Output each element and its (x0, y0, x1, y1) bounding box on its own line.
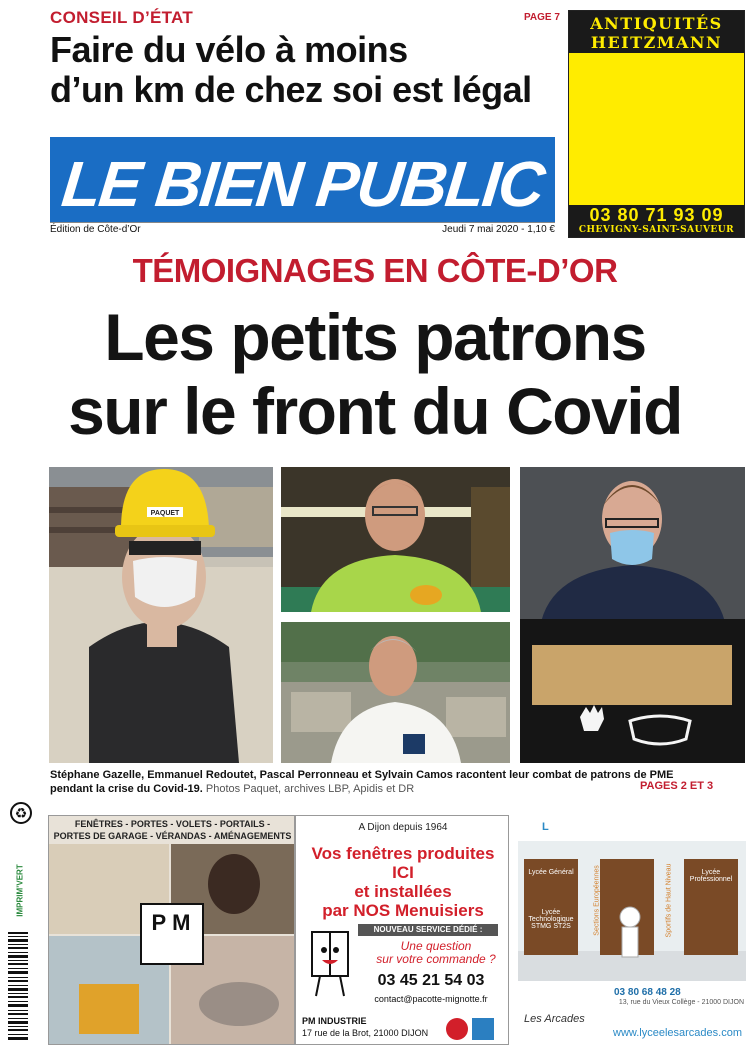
photo-stephane-gazelle (49, 467, 273, 763)
quality-badge-icon (472, 1018, 494, 1040)
masthead-title: LE BIEN PUBLIC (58, 148, 547, 220)
barcode (6, 930, 36, 1042)
door-technologique: Lycée Technologique STMG ST2S (528, 909, 574, 930)
ad-pm-question-line2: sur votre commande ? (376, 952, 496, 966)
masthead-rule (50, 222, 555, 223)
ad-antiquites-heitzmann[interactable] (568, 10, 745, 238)
ad-lycee-les-arcades[interactable] (518, 815, 746, 1045)
lycee-url[interactable]: www.lyceelesarcades.com (613, 1027, 742, 1039)
ad-antiques-title (569, 11, 744, 53)
photo-construction-scene (49, 467, 273, 763)
ad-pm-service-banner: NOUVEAU SERVICE DÉDIÉ : (358, 924, 498, 936)
top-story-page-ref: PAGE 7 (524, 12, 560, 23)
recycle-icon: ♻ (10, 802, 32, 824)
main-story-pages-ref: PAGES 2 ET 3 (640, 780, 714, 792)
ad-pm-phone: 03 45 21 54 03 (377, 972, 485, 989)
ad-pm-pitch (296, 844, 510, 920)
main-headline-line2: sur le front du Covid (68, 374, 682, 448)
left-sidebar (6, 800, 38, 1045)
main-story-headline[interactable] (0, 300, 750, 448)
top-story-kicker: CONSEIL D’ÉTAT (50, 8, 194, 27)
photo-sylvain-camos (520, 467, 745, 763)
edition-label: Édition de Côte-d’Or (50, 224, 141, 235)
caption-line2: pendant la crise du Covid-19. (50, 783, 203, 795)
side-sportifs: Sportifs de Haut Niveau (665, 863, 673, 938)
main-story-kicker: TÉMOIGNAGES EN CÔTE-D’OR (132, 252, 618, 289)
caption-credit: Photos Paquet, archives LBP, Apidis et DR (205, 783, 415, 795)
date-price: Jeudi 7 mai 2020 - 1,10 € (442, 224, 555, 235)
ad-pm-email: contact@pacotte-mignotte.fr (374, 994, 488, 1004)
side-sections-europeennes: Sections Européennes (593, 865, 601, 936)
ad-pm-pitch-line3: et installées (354, 882, 452, 901)
ad-pm-services (49, 818, 296, 842)
lycee-brand: Les Arcades (524, 1013, 585, 1025)
photo-pascal-perronneau (281, 622, 510, 763)
ad-pm-question-line1: Une question (400, 939, 472, 953)
ad-antiques-line2: HEITZMANN (590, 33, 723, 52)
lycee-address: 13, rue du Vieux Collège - 21000 DIJON (618, 999, 744, 1006)
imprimvert-label: IMPRIM’VERT (15, 864, 25, 917)
ad-antiques-phone: 03 80 71 93 09 (589, 205, 724, 225)
top-headline-line1: Faire du vélo à moins (50, 29, 408, 70)
ad-pm-collage[interactable] (48, 815, 295, 1045)
pm-logo: PM (151, 910, 197, 935)
ad-pm-services-line2: PORTES DE GARAGE - VÉRANDAS - AMÉNAGEMENTS (53, 831, 292, 841)
helmet-text: PAQUET (150, 510, 180, 517)
cep-badge-icon (446, 1018, 468, 1040)
ad-pm-photos (49, 844, 294, 1044)
photo-workshop-scene (281, 622, 510, 763)
caption-line1: Stéphane Gazelle, Emmanuel Redoutet, Pascal Perronneau et Sylvain Camos racontent leur combat de patrons de PME (50, 769, 674, 781)
ad-pm-services-line1: FENÊTRES - PORTES - VOLETS - PORTAILS - (74, 819, 271, 829)
ad-antiques-line1: ANTIQUITÉS (590, 14, 723, 33)
photo-warehouse-scene (281, 467, 510, 612)
ad-pm-pitch-line2: ICI (392, 863, 414, 882)
window-mascot-icon (300, 926, 360, 1002)
photo-emmanuel-redoutet (281, 467, 510, 612)
door-general: Lycée Général (528, 869, 574, 876)
ad-pm-pitch-line1: Vos fenêtres produites (311, 844, 495, 863)
ad-pm-question (366, 940, 506, 966)
masthead-logo (50, 137, 555, 222)
ad-pm-pitch-line4: par NOS Menuisiers (322, 901, 484, 920)
ad-pm-company: PM INDUSTRIE (302, 1016, 367, 1026)
top-story-headline[interactable] (50, 30, 565, 110)
ad-antiques-town: CHEVIGNY-SAINT-SAUVEUR (578, 225, 735, 235)
lycee-phone: 03 80 68 48 28 (614, 987, 681, 998)
ad-pm-address: 17 rue de la Brot, 21000 DIJON (302, 1028, 429, 1038)
photo-caption (50, 768, 740, 796)
top-headline-line2: d’un km de chez soi est légal (50, 69, 532, 110)
ad-antiques-footer (569, 205, 744, 237)
photo-counter-scene (520, 467, 745, 763)
lycee-l-mark: L (542, 821, 549, 833)
main-headline-line1: Les petits patrons (104, 300, 646, 374)
ad-pm-text[interactable] (295, 815, 509, 1045)
ad-pm-since: A Dijon depuis 1964 (358, 822, 448, 833)
door-professionnel: Lycée Professionnel (689, 869, 733, 883)
